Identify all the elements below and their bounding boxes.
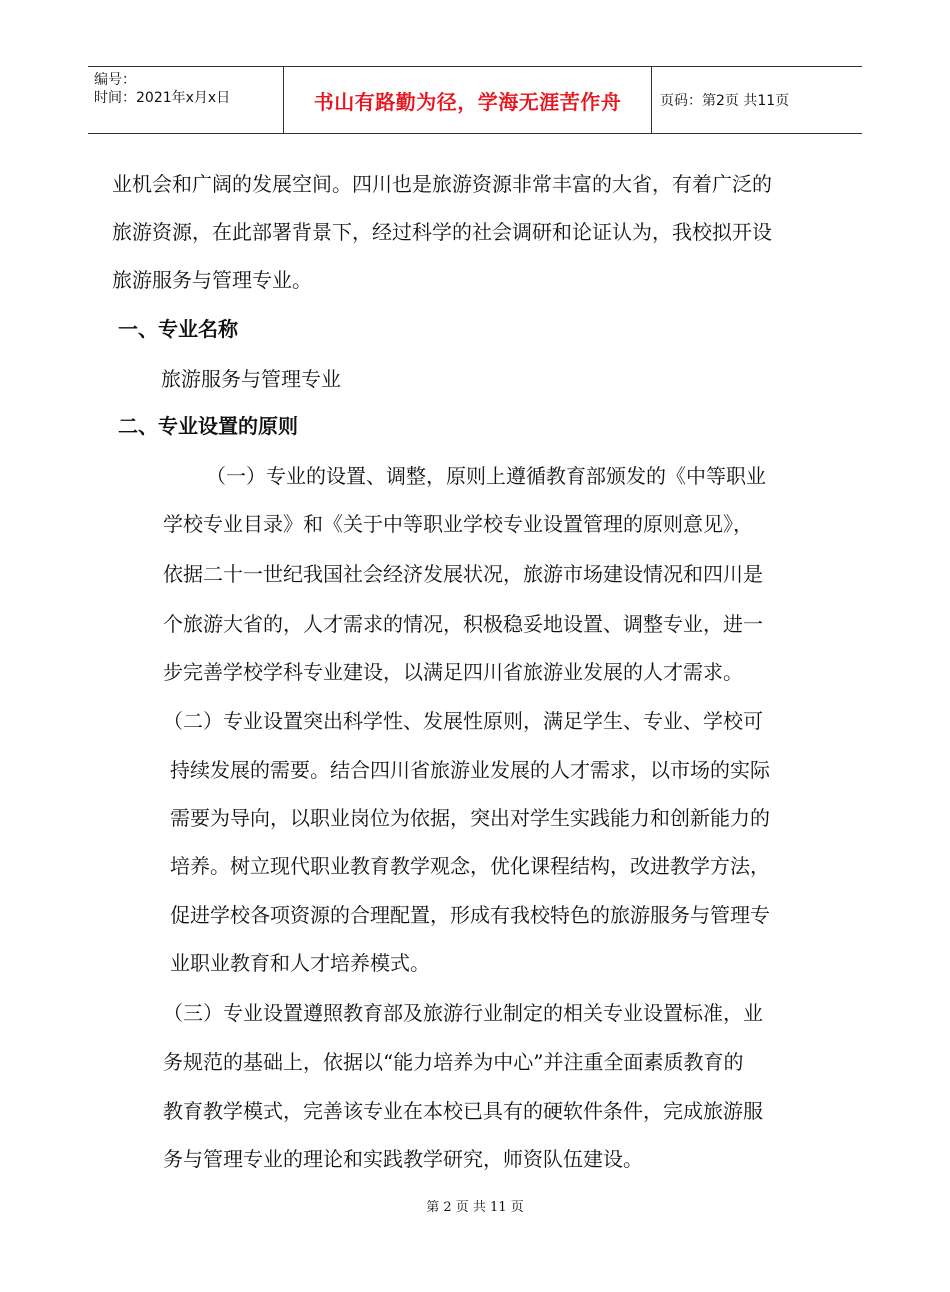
paragraph-line: 个旅游大省的，人才需求的情况，积极稳妥地设置、调整专业，进一 (163, 612, 763, 636)
paragraph-line: （二）专业设置突出科学性、发展性原则，满足学生、专业、学校可 (163, 709, 763, 733)
paragraph-line: （一）专业的设置、调整，原则上遵循教育部颁发的《中等职业 (206, 464, 766, 488)
paragraph-line: 旅游资源，在此部署背景下，经过科学的社会调研和论证认为，我校拟开设 (112, 220, 772, 244)
paragraph-line: （三）专业设置遵照教育部及旅游行业制定的相关专业设置标准，业 (163, 1001, 763, 1025)
paragraph-line: 务与管理专业的理论和实践教学研究，师资队伍建设。 (163, 1147, 643, 1171)
paragraph-line: 学校专业目录》和《关于中等职业学校专业设置管理的原则意见》， (163, 512, 753, 536)
paragraph-line: 教育教学模式，完善该专业在本校已具有的硬软件条件，完成旅游服 (163, 1099, 763, 1123)
motto-text: 书山有路勤为径，学海无涯苦作舟 (313, 89, 622, 114)
paragraph-line: 旅游服务与管理专业。 (112, 268, 312, 292)
section-heading-1: 一、专业名称 (118, 317, 238, 341)
paragraph-line: 务规范的基础上，依据以“能力培养为中心”并注重全面素质教育的 (163, 1050, 744, 1074)
serial-number-label: 编号： (94, 72, 136, 88)
paragraph-line: 业机会和广阔的发展空间。四川也是旅游资源非常丰富的大省，有着广泛的 (112, 172, 772, 196)
paragraph-line: 培养。树立现代职业教育教学观念，优化课程结构，改进教学方法， (170, 854, 770, 878)
paragraph-line: 业职业教育和人才培养模式。 (170, 951, 430, 975)
section-heading-2: 二、专业设置的原则 (118, 414, 298, 438)
paragraph-line: 依据二十一世纪我国社会经济发展状况，旅游市场建设情况和四川是 (163, 562, 763, 586)
paragraph-line: 持续发展的需要。结合四川省旅游业发展的人才需求，以市场的实际 (170, 758, 770, 782)
page-footer (0, 1196, 950, 1215)
time-label: 时间：2021年x月x日 (94, 90, 231, 106)
paragraph-line: 促进学校各项资源的合理配置，形成有我校特色的旅游服务与管理专 (170, 903, 770, 927)
paragraph-line: 步完善学校学科专业建设，以满足四川省旅游业发展的人才需求。 (163, 660, 743, 684)
paragraph-line: 需要为导向，以职业岗位为依据，突出对学生实践能力和创新能力的 (170, 806, 770, 830)
footer-page-number: 第 2 页 共 11 页 (426, 1200, 524, 1215)
page-number-info: 页码：第2页 共11页 (660, 93, 790, 109)
major-name-text: 旅游服务与管理专业 (161, 367, 341, 391)
